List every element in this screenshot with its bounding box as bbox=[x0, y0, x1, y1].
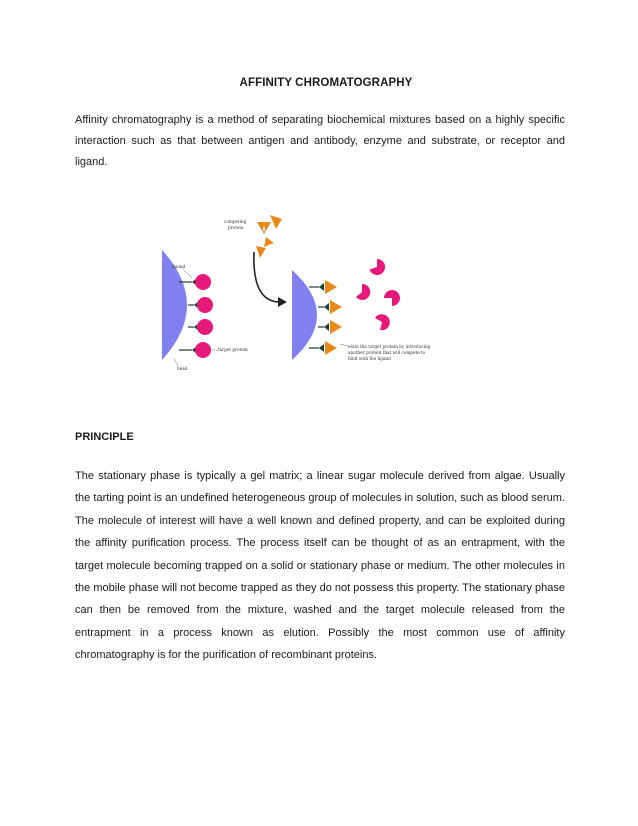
label-ligand: ligand bbox=[172, 264, 186, 269]
figure-caption-line-2: another protein that will compete to bbox=[348, 350, 426, 355]
label-target-protein: target protein bbox=[218, 347, 248, 352]
label-competing-2: protein bbox=[228, 225, 244, 230]
label-competing-1: competing bbox=[224, 219, 247, 224]
principle-paragraph: The stationary phase is typically a gel matrix; a linear sugar molecule derived from algae. Usually the tarting point is an undefined heterogeneous group of molecules in solution, such as blood serum. The molecule of interest will have a well known and defined property, and can be exploited during the affinity purification process. The process itself can be thought of as an entrapment, with the target molecule becoming trapped on a solid or stationary phase or medium. The other molecules in the mobile phase will not become trapped as they do not possess this property. The stationary phase can then be removed from the mixture, washed and the target molecule released from the entrapment in a process known as elution. Possibly the most common use of affinity chromatography is for the purification of recombinant proteins. bbox=[75, 470, 565, 662]
label-bead: bead bbox=[177, 366, 188, 371]
affinity-chromatography-diagram bbox=[152, 210, 442, 380]
right-bead bbox=[292, 270, 317, 360]
competing-proteins-top bbox=[256, 215, 282, 258]
figure-caption-line-1: elute the target protein by introducing bbox=[348, 344, 431, 349]
page-title: AFFINITY CHROMATOGRAPHY bbox=[239, 77, 413, 89]
process-arrow bbox=[254, 252, 280, 302]
principle-heading: PRINCIPLE bbox=[75, 431, 134, 443]
intro-paragraph: Affinity chromatography is a method of separating biochemical mixtures based on a highly specific interaction such as that between antigen and antibody, enzyme and substrate, or receptor and ligand. bbox=[75, 114, 565, 168]
released-target-proteins bbox=[356, 259, 400, 330]
figure-caption-line-3: bind with the ligand bbox=[348, 356, 391, 361]
